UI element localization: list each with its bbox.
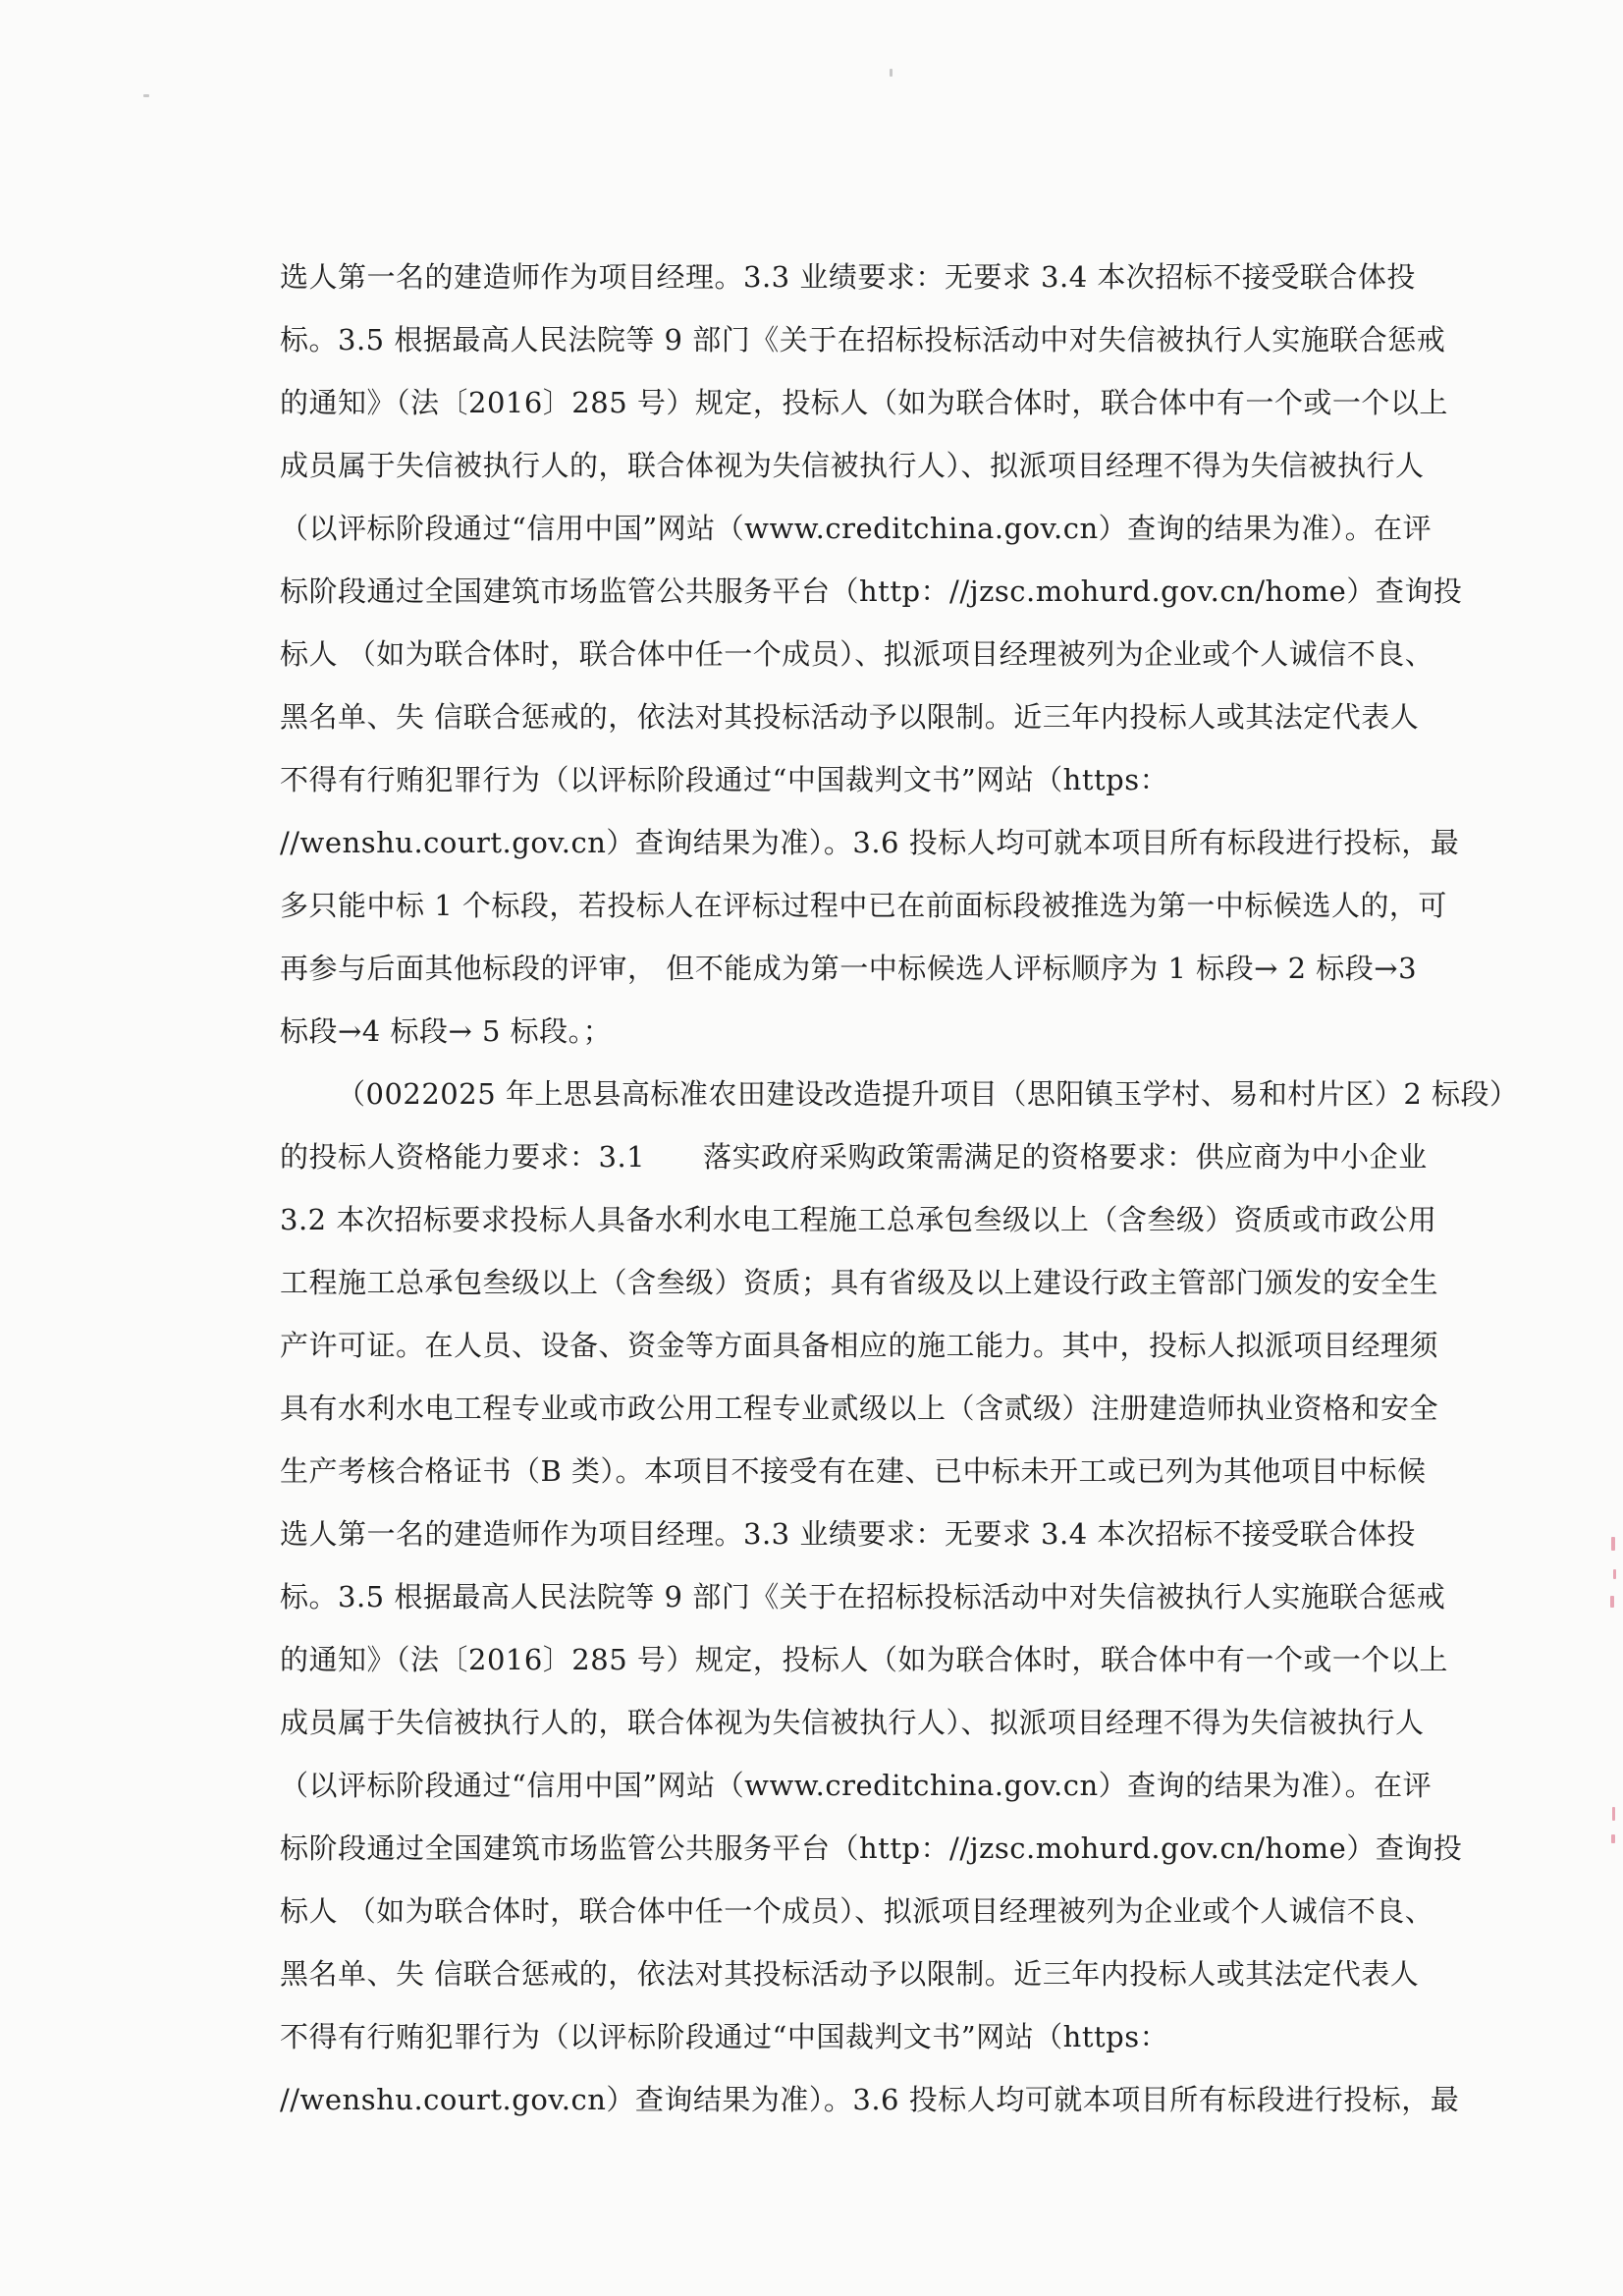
text-line: 生产考核合格证书（B 类）。本项目不接受有在建、已中标未开工或已列为其他项目中标候 [280, 1454, 1427, 1488]
text-line: 不得有行贿犯罪行为（以评标阶段通过“中国裁判文书”网站（https： [280, 763, 1169, 796]
text-line: 成员属于失信被执行人的，联合体视为失信被执行人）、拟派项目经理不得为失信被执行人 [280, 449, 1425, 482]
text-line: 成员属于失信被执行人的，联合体视为失信被执行人）、拟派项目经理不得为失信被执行人 [280, 1706, 1425, 1739]
scan-mark [1611, 1834, 1615, 1843]
text-line: （以评标阶段通过“信用中国”网站（www.creditchina.gov.cn）查询的结果为准）。在评 [280, 512, 1433, 545]
scan-mark [1611, 1537, 1615, 1551]
text-line: （以评标阶段通过“信用中国”网站（www.creditchina.gov.cn）查询的结果为准）。在评 [280, 1769, 1433, 1802]
text-line: 3.2 本次招标要求投标人具备水利水电工程施工总承包叁级以上（含叁级）资质或市政公用 [280, 1203, 1437, 1236]
text-line: 标阶段通过全国建筑市场监管公共服务平台（http：//jzsc.mohurd.gov.cn/home）查询投 [280, 574, 1463, 608]
text-line: 标人 （如为联合体时，联合体中任一个成员）、拟派项目经理被列为企业或个人诚信不良、 [280, 637, 1434, 671]
scan-mark [1612, 1807, 1615, 1821]
scan-speck [143, 94, 149, 97]
scan-mark [1610, 1596, 1614, 1608]
text-line: 产许可证。在人员、设备、资金等方面具备相应的施工能力。其中，投标人拟派项目经理须 [280, 1329, 1439, 1362]
text-line: 黑名单、失 信联合惩戒的，依法对其投标活动予以限制。近三年内投标人或其法定代表人 [280, 700, 1420, 734]
text-line: 标。3.5 根据最高人民法院等 9 部门《关于在招标投标活动中对失信被执行人实施联合惩戒 [280, 1580, 1446, 1613]
document-body [280, 246, 1519, 2131]
text-line: 再参与后面其他标段的评审， 但不能成为第一中标候选人评标顺序为 1 标段→ 2 标段→3 [280, 952, 1418, 985]
text-line: 标阶段通过全国建筑市场监管公共服务平台（http：//jzsc.mohurd.gov.cn/home）查询投 [280, 1831, 1463, 1865]
scan-mark [1613, 1569, 1616, 1579]
text-line: 的通知》（法〔2016〕285 号）规定，投标人（如为联合体时，联合体中有一个或一个以上 [280, 386, 1448, 419]
text-line: 黑名单、失 信联合惩戒的，依法对其投标活动予以限制。近三年内投标人或其法定代表人 [280, 1957, 1420, 1991]
scan-speck [890, 69, 893, 77]
text-line: 标段→4 标段→ 5 标段。； [280, 1014, 613, 1048]
text-line: 的通知》（法〔2016〕285 号）规定，投标人（如为联合体时，联合体中有一个或一个以上 [280, 1643, 1448, 1676]
text-line: //wenshu.court.gov.cn）查询结果为准）。3.6 投标人均可就本项目所有标段进行投标，最 [280, 2083, 1460, 2116]
text-line: 具有水利水电工程专业或市政公用工程专业贰级以上（含贰级）注册建造师执业资格和安全 [280, 1392, 1439, 1425]
paragraph-start-line: （0022025 年上思县高标准农田建设改造提升项目（思阳镇玉学村、易和村片区）2 标段） [337, 1077, 1519, 1111]
text-line: 多只能中标 1 个标段，若投标人在评标过程中已在前面标段被推选为第一中标候选人的，可 [280, 889, 1447, 922]
text-line: 标。3.5 根据最高人民法院等 9 部门《关于在招标投标活动中对失信被执行人实施联合惩戒 [280, 323, 1446, 356]
text-line: 工程施工总承包叁级以上（含叁级）资质；具有省级及以上建设行政主管部门颁发的安全生 [280, 1266, 1439, 1299]
text-line: 选人第一名的建造师作为项目经理。3.3 业绩要求：无要求 3.4 本次招标不接受联合体投 [280, 1517, 1416, 1551]
text-line: 不得有行贿犯罪行为（以评标阶段通过“中国裁判文书”网站（https： [280, 2020, 1169, 2053]
text-line: 标人 （如为联合体时，联合体中任一个成员）、拟派项目经理被列为企业或个人诚信不良、 [280, 1894, 1434, 1928]
text-line: //wenshu.court.gov.cn）查询结果为准）。3.6 投标人均可就本项目所有标段进行投标，最 [280, 826, 1460, 859]
text-line: 选人第一名的建造师作为项目经理。3.3 业绩要求：无要求 3.4 本次招标不接受联合体投 [280, 260, 1416, 294]
text-line: 的投标人资格能力要求：3.1 落实政府采购政策需满足的资格要求：供应商为中小企业 [280, 1140, 1428, 1174]
